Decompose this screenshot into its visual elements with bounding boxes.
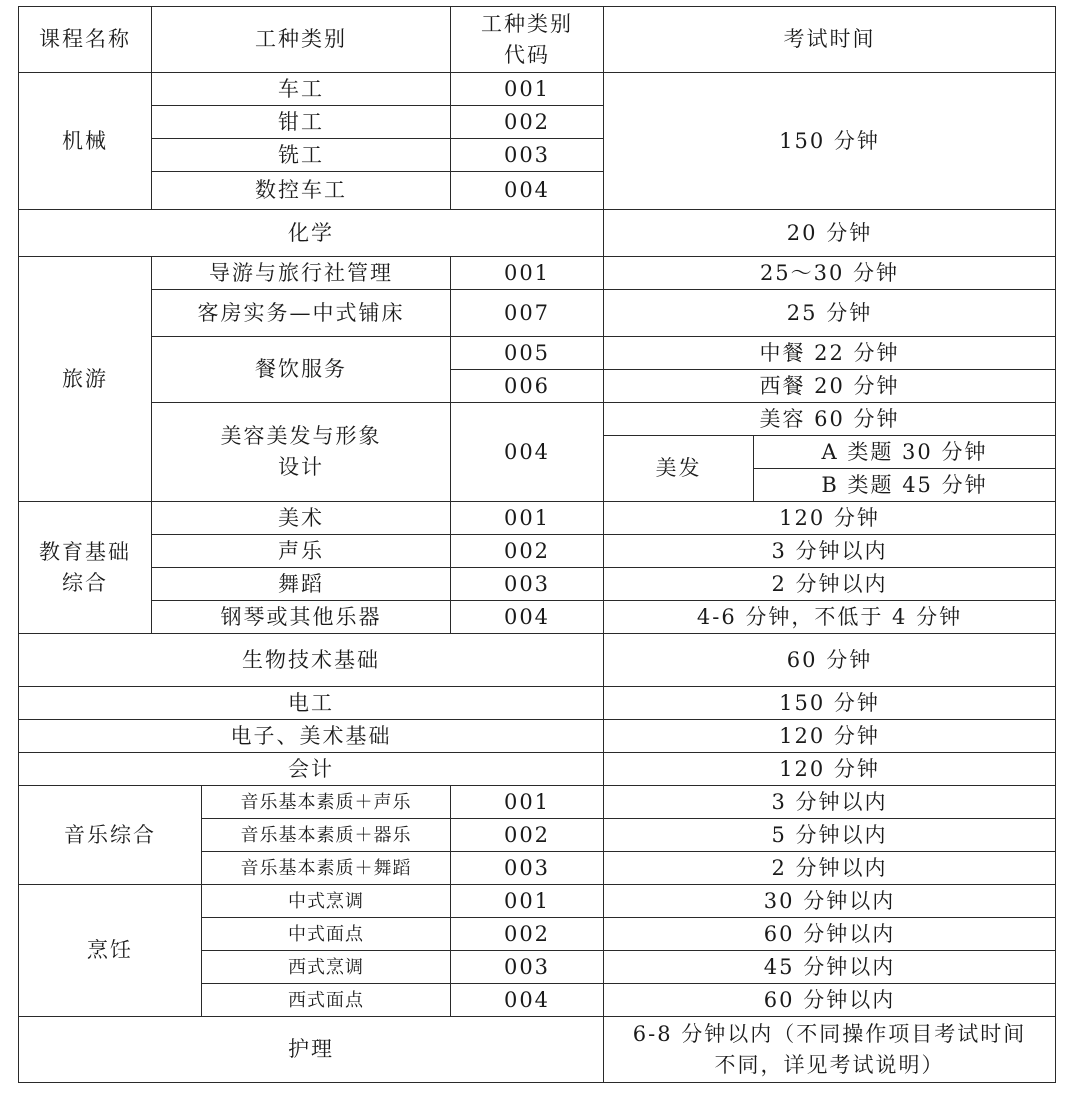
header-type: 工种类别 — [152, 7, 451, 73]
table-row — [19, 634, 1056, 687]
time-cell: 3 分钟以内 — [604, 535, 1056, 568]
course-cell: 音乐综合 — [19, 786, 202, 885]
code-cell: 001 — [451, 885, 604, 918]
course-cell: 生物技术基础 — [19, 634, 604, 687]
table-row — [19, 687, 1056, 720]
header-code-line2: 代码 — [504, 42, 550, 67]
course-line1: 教育基础 — [39, 539, 131, 564]
code-cell: 007 — [451, 290, 604, 337]
table-row — [19, 73, 1056, 106]
table-row — [19, 257, 1056, 290]
time-cell: 150 分钟 — [604, 73, 1056, 210]
time-cell: 西餐 20 分钟 — [604, 370, 1056, 403]
exam-time-table — [18, 6, 1056, 1083]
table-row — [19, 786, 1056, 819]
table-row — [19, 337, 1056, 370]
time-cell: 120 分钟 — [604, 502, 1056, 535]
type-cell: 舞蹈 — [152, 568, 451, 601]
time-cell: 150 分钟 — [604, 687, 1056, 720]
time-cell: B 类题 45 分钟 — [754, 469, 1056, 502]
code-cell: 002 — [451, 819, 604, 852]
header-row — [19, 7, 1056, 73]
type-cell: 导游与旅行社管理 — [152, 257, 451, 290]
code-cell: 002 — [451, 918, 604, 951]
type-cell — [152, 403, 451, 502]
code-cell: 004 — [451, 984, 604, 1017]
table-row — [19, 290, 1056, 337]
time-cell: 25 分钟 — [604, 290, 1056, 337]
table-row — [19, 885, 1056, 918]
code-cell: 004 — [451, 403, 604, 502]
table-row — [19, 601, 1056, 634]
table-row — [19, 568, 1056, 601]
course-line2: 综合 — [62, 570, 108, 595]
time-cell: A 类题 30 分钟 — [754, 436, 1056, 469]
type-cell: 西式烹调 — [202, 951, 451, 984]
time-cell: 60 分钟以内 — [604, 984, 1056, 1017]
code-cell: 001 — [451, 502, 604, 535]
course-cell: 电工 — [19, 687, 604, 720]
time-cell: 5 分钟以内 — [604, 819, 1056, 852]
type-cell: 西式面点 — [202, 984, 451, 1017]
time-cell — [604, 1017, 1056, 1083]
type-cell: 车工 — [152, 73, 451, 106]
code-cell: 002 — [451, 106, 604, 139]
table-row — [19, 1017, 1056, 1083]
type-cell: 音乐基本素质＋器乐 — [202, 819, 451, 852]
course-cell: 烹饪 — [19, 885, 202, 1017]
type-cell: 数控车工 — [152, 172, 451, 210]
type-cell: 中式烹调 — [202, 885, 451, 918]
table-row — [19, 720, 1056, 753]
time-cell: 25～30 分钟 — [604, 257, 1056, 290]
time-cell: 20 分钟 — [604, 210, 1056, 257]
time-cell: 美容 60 分钟 — [604, 403, 1056, 436]
course-cell: 机械 — [19, 73, 152, 210]
code-cell: 001 — [451, 73, 604, 106]
time-line2: 不同，详见考试说明） — [714, 1052, 945, 1077]
type-cell: 音乐基本素质＋舞蹈 — [202, 852, 451, 885]
table-row — [19, 753, 1056, 786]
code-cell: 001 — [451, 786, 604, 819]
code-cell: 003 — [451, 951, 604, 984]
type-line1: 美容美发与形象 — [220, 424, 382, 448]
type-cell: 钢琴或其他乐器 — [152, 601, 451, 634]
course-cell — [19, 502, 152, 634]
type-cell: 钳工 — [152, 106, 451, 139]
type-cell: 美术 — [152, 502, 451, 535]
code-cell: 003 — [451, 852, 604, 885]
table-row — [19, 502, 1056, 535]
course-cell: 会计 — [19, 753, 604, 786]
header-code-line1: 工种类别 — [481, 11, 573, 36]
header-code — [451, 7, 604, 73]
time-cell: 2 分钟以内 — [604, 568, 1056, 601]
type-cell: 铣工 — [152, 139, 451, 172]
code-cell: 004 — [451, 172, 604, 210]
table-row — [19, 535, 1056, 568]
course-cell: 护理 — [19, 1017, 604, 1083]
type-cell: 中式面点 — [202, 918, 451, 951]
code-cell: 002 — [451, 535, 604, 568]
time-line1: 6-8 分钟以内（不同操作项目考试时间 — [632, 1021, 1027, 1046]
course-cell: 化学 — [19, 210, 604, 257]
time-cell: 60 分钟 — [604, 634, 1056, 687]
time-cell: 120 分钟 — [604, 720, 1056, 753]
type-cell: 音乐基本素质＋声乐 — [202, 786, 451, 819]
time-cell: 中餐 22 分钟 — [604, 337, 1056, 370]
header-time: 考试时间 — [604, 7, 1056, 73]
code-cell: 004 — [451, 601, 604, 634]
code-cell: 006 — [451, 370, 604, 403]
code-cell: 005 — [451, 337, 604, 370]
table-row — [19, 403, 1056, 436]
table-row — [19, 210, 1056, 257]
time-cell: 120 分钟 — [604, 753, 1056, 786]
time-cell: 2 分钟以内 — [604, 852, 1056, 885]
time-cell: 30 分钟以内 — [604, 885, 1056, 918]
time-cell: 4-6 分钟，不低于 4 分钟 — [604, 601, 1056, 634]
code-cell: 003 — [451, 568, 604, 601]
course-cell: 电子、美术基础 — [19, 720, 604, 753]
time-cell: 60 分钟以内 — [604, 918, 1056, 951]
time-cell: 3 分钟以内 — [604, 786, 1056, 819]
type-cell: 客房实务—中式铺床 — [152, 290, 451, 337]
code-cell: 001 — [451, 257, 604, 290]
code-cell: 003 — [451, 139, 604, 172]
time-cell: 45 分钟以内 — [604, 951, 1056, 984]
meifa-cell: 美发 — [604, 436, 754, 502]
header-course: 课程名称 — [19, 7, 152, 73]
course-cell: 旅游 — [19, 257, 152, 502]
type-cell: 声乐 — [152, 535, 451, 568]
type-line2: 设计 — [278, 455, 324, 479]
type-cell: 餐饮服务 — [152, 337, 451, 403]
